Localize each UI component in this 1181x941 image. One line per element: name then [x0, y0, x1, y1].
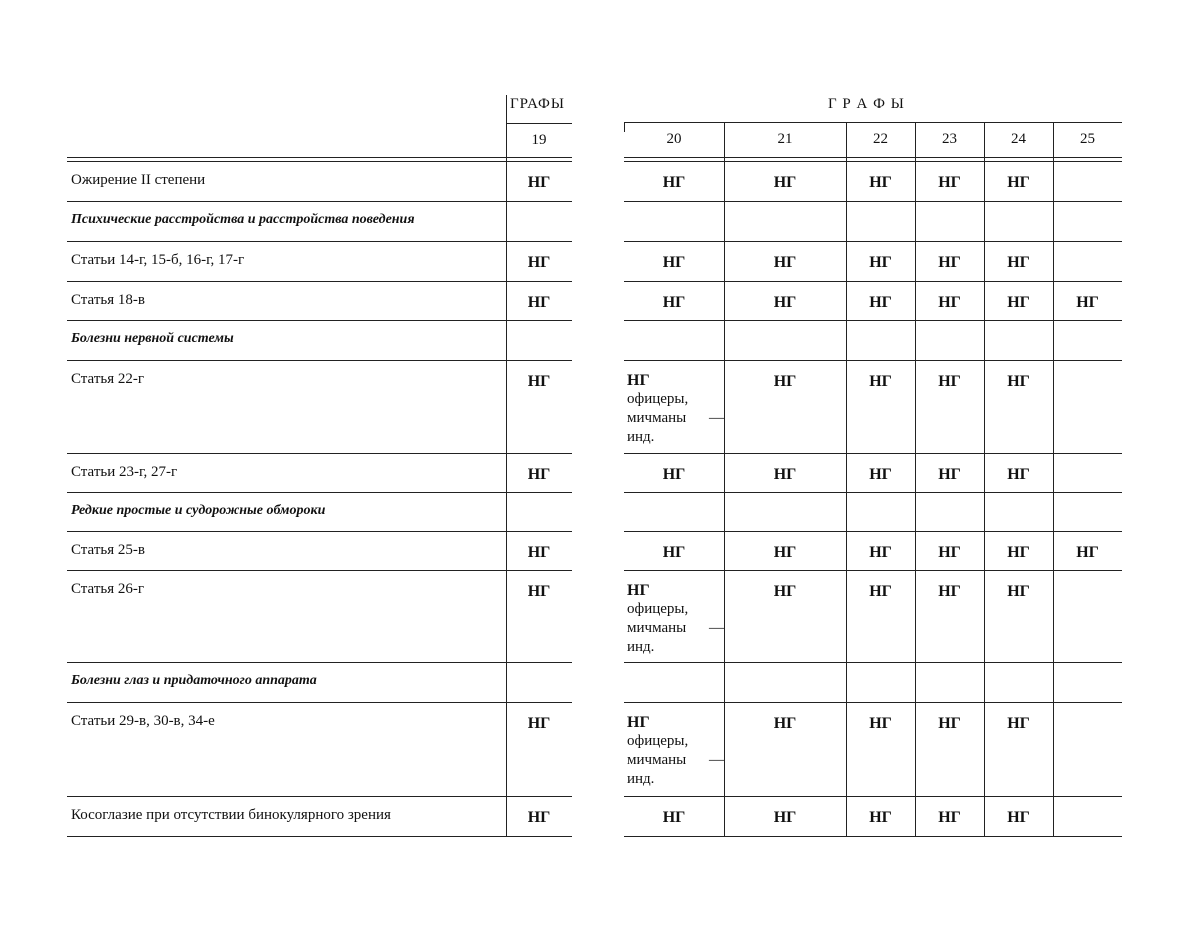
cell-22: НГ	[869, 174, 892, 191]
row-rule	[67, 201, 572, 202]
cell-21: НГ	[773, 174, 797, 191]
cell-24: НГ	[1007, 174, 1030, 191]
row-rule	[67, 702, 572, 703]
category-heading: Болезни глаз и придаточного аппарата	[71, 673, 317, 688]
row-rule	[624, 662, 1122, 663]
cell-21: НГ	[773, 809, 797, 826]
cell-24: НГ	[1007, 373, 1030, 390]
column-number-19: 19	[531, 132, 547, 148]
double-rule	[624, 157, 1122, 158]
note-line: инд.	[627, 639, 655, 655]
row-rule	[624, 201, 1122, 202]
cell-19: НГ	[527, 373, 551, 390]
cell-20: НГ	[662, 544, 686, 561]
cell-24: НГ	[1007, 583, 1030, 600]
double-rule	[67, 157, 572, 158]
cell-20: НГ	[662, 174, 686, 191]
cell-20: НГ	[662, 809, 686, 826]
column-number-22: 22	[873, 131, 888, 147]
cell-21: НГ	[773, 466, 797, 483]
cell-24: НГ	[1007, 715, 1030, 732]
row-label: Статья 18-в	[71, 292, 145, 308]
row-label: Статьи 23-г, 27-г	[71, 464, 178, 480]
row-rule	[67, 241, 572, 242]
row-rule	[67, 281, 572, 282]
cell-22: НГ	[869, 715, 892, 732]
row-rule	[67, 570, 572, 571]
row-rule	[67, 836, 572, 837]
cell-21: НГ	[773, 583, 797, 600]
category-heading: Редкие простые и судорожные обмороки	[71, 503, 326, 518]
cell-24: НГ	[1007, 294, 1030, 311]
exception-note	[627, 581, 723, 657]
exception-note	[627, 713, 723, 789]
row-rule	[67, 796, 572, 797]
row-rule	[624, 241, 1122, 242]
cell-23: НГ	[938, 715, 961, 732]
note-line: инд.	[627, 771, 655, 787]
cell-21: НГ	[773, 294, 797, 311]
cell-20: НГ	[662, 294, 686, 311]
column-number-21: 21	[777, 131, 793, 147]
cell-21: НГ	[773, 715, 797, 732]
cell-22: НГ	[869, 466, 892, 483]
note-line: мичманы	[627, 752, 687, 768]
row-rule	[67, 320, 572, 321]
header-rule	[624, 122, 1122, 123]
cell-20: НГ	[662, 254, 686, 271]
row-label: Статья 25-в	[71, 542, 145, 558]
category-heading: Психические расстройства и расстройства поведения	[71, 212, 415, 227]
row-rule	[624, 570, 1122, 571]
row-label: Ожирение II степени	[71, 172, 206, 188]
cell-19: НГ	[527, 294, 551, 311]
cell-23: НГ	[938, 544, 961, 561]
cell-21: НГ	[773, 373, 797, 390]
cell-25: НГ	[1076, 294, 1099, 311]
cell-24: НГ	[1007, 466, 1030, 483]
cell-22: НГ	[869, 809, 892, 826]
cell-23: НГ	[938, 373, 961, 390]
header-rule	[506, 123, 572, 124]
column-number-23: 23	[942, 131, 957, 147]
row-rule	[624, 360, 1122, 361]
note-value: НГ	[627, 372, 650, 389]
cell-24: НГ	[1007, 809, 1030, 826]
row-rule	[67, 492, 572, 493]
row-rule	[67, 662, 572, 663]
double-rule	[624, 161, 1122, 162]
cell-22: НГ	[869, 294, 892, 311]
column-number-24: 24	[1011, 131, 1026, 147]
column-number-25: 25	[1080, 131, 1095, 147]
note-value: НГ	[627, 582, 650, 599]
cell-19: НГ	[527, 809, 551, 826]
cell-22: НГ	[869, 583, 892, 600]
cell-21: НГ	[773, 254, 797, 271]
note-line: мичманы	[627, 410, 687, 426]
column-rule	[624, 122, 625, 132]
exception-note	[627, 371, 723, 447]
cell-20: НГ	[662, 466, 686, 483]
row-rule	[624, 281, 1122, 282]
cell-25: НГ	[1076, 544, 1099, 561]
column-number-20: 20	[666, 131, 682, 147]
note-line: инд.	[627, 429, 655, 445]
note-line: офицеры,	[627, 601, 689, 617]
row-label: Косоглазие при отсутствии бинокулярного зрения	[71, 807, 391, 823]
cell-24: НГ	[1007, 544, 1030, 561]
row-rule	[624, 492, 1122, 493]
note-dash: —	[709, 410, 724, 426]
cell-19: НГ	[527, 715, 551, 732]
cell-23: НГ	[938, 466, 961, 483]
row-label: Статья 22-г	[71, 371, 145, 387]
note-line: офицеры,	[627, 391, 689, 407]
row-rule	[67, 531, 572, 532]
category-heading: Болезни нервной системы	[71, 331, 234, 346]
row-label: Статья 26-г	[71, 581, 145, 597]
note-line: офицеры,	[627, 733, 689, 749]
cell-22: НГ	[869, 254, 892, 271]
cell-22: НГ	[869, 373, 892, 390]
cell-19: НГ	[527, 583, 551, 600]
left-table-header: ГРАФЫ	[510, 96, 565, 112]
cell-22: НГ	[869, 544, 892, 561]
cell-23: НГ	[938, 254, 961, 271]
note-dash: —	[709, 752, 724, 768]
row-rule	[67, 360, 572, 361]
row-rule	[624, 453, 1122, 454]
cell-23: НГ	[938, 294, 961, 311]
row-rule	[624, 702, 1122, 703]
double-rule	[67, 161, 572, 162]
row-label: Статьи 14-г, 15-б, 16-г, 17-г	[71, 252, 245, 268]
cell-24: НГ	[1007, 254, 1030, 271]
row-rule	[624, 796, 1122, 797]
cell-19: НГ	[527, 174, 551, 191]
note-dash: —	[709, 620, 724, 636]
cell-23: НГ	[938, 583, 961, 600]
row-rule	[624, 836, 1122, 837]
column-rule	[1053, 122, 1054, 836]
cell-21: НГ	[773, 544, 797, 561]
right-table-header: Г Р А Ф Ы	[828, 96, 905, 112]
cell-19: НГ	[527, 466, 551, 483]
note-value: НГ	[627, 714, 650, 731]
cell-23: НГ	[938, 809, 961, 826]
cell-19: НГ	[527, 254, 551, 271]
row-rule	[624, 531, 1122, 532]
row-rule	[624, 320, 1122, 321]
cell-23: НГ	[938, 174, 961, 191]
row-rule	[67, 453, 572, 454]
note-line: мичманы	[627, 620, 687, 636]
cell-19: НГ	[527, 544, 551, 561]
row-label: Статьи 29-в, 30-в, 34-е	[71, 713, 215, 729]
